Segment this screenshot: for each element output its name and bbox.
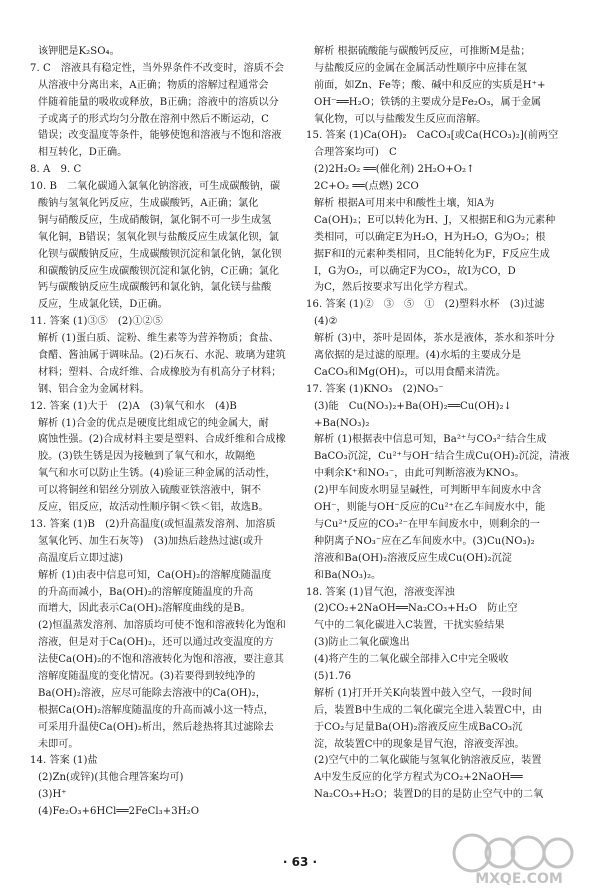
- right-column-line: 离依据的是过滤的原理。(4)水垢的主要成分是: [314, 350, 522, 362]
- right-column-line: (2)2H₂O₂ ══(催化剂) 2H₂O+O₂↑: [314, 164, 475, 176]
- right-column-line: (5)1.76: [314, 670, 352, 682]
- right-column-line: BaCO₃沉淀，Cu²⁺与OH⁻结合生成Cu(OH)₂沉淀，清液: [314, 451, 570, 463]
- right-column-line: 和Ba(NO₃)₂。: [314, 569, 382, 581]
- left-column-line: 7. C 溶液具有稳定性，当外界条件不改变时，溶质不会: [30, 62, 285, 74]
- right-column-line: 2C+O₂ ══(点燃) 2CO: [314, 181, 419, 193]
- right-column-line: +Ba(NO₃)₂: [314, 417, 370, 429]
- right-column-line: 15. 答案 (1)Ca(OH)₂ CaCO₃[或Ca(HCO₃)₂](前两空: [306, 130, 559, 142]
- right-column-line: 类相同，可以确定E为H₂O，H为H₂O，G为O₂；根: [314, 231, 546, 243]
- right-column-line: 溶液和Ba(OH)₂溶液反应生成Cu(OH)₂沉淀: [314, 552, 512, 564]
- left-column-line: 8. A 9. C: [30, 164, 82, 176]
- left-column-line: 可以将铜丝和铝丝分别放入硫酸亚铁溶液中，铜不: [38, 485, 262, 497]
- left-column-line: 胶。(3)铁生锈是因为接触到了氧气和水，故隔绝: [38, 451, 256, 463]
- right-column-line: 为C，然后按要求写出化学方程式。: [314, 282, 474, 294]
- left-column-line: 伴随着能量的吸收或释放，B正确；溶液中的溶质以分: [38, 96, 279, 108]
- right-column: [306, 44, 576, 804]
- left-column-line: 14. 答案 (1)盐: [30, 755, 98, 767]
- left-column-line: (2)Zn(或锌)(其他合理答案均可): [38, 772, 184, 784]
- left-column-line: 钢、铝合金为金属材料。: [38, 383, 150, 395]
- left-column-line: 相互转化，D正确。: [38, 147, 128, 159]
- right-column-line: (3)防止二氧化碳逸出: [314, 637, 410, 649]
- left-column-line: 溶解度随温度的变化情况。(3)若要得到较纯净的: [38, 670, 256, 682]
- left-column-line: 解析 (1)合金的优点是硬度比组成它的纯金属大，耐: [38, 417, 269, 429]
- left-column-line: 法使Ca(OH)₂的不饱和溶液转化为饱和溶液，要注意其: [38, 654, 284, 666]
- left-column-line: 氧化铜，B错误；氢氧化钡与盐酸反应生成氯化钡，氯: [38, 231, 279, 243]
- right-column-line: 种阴离子NO₃⁻应在乙车间废水中。(3)Cu(NO₃)₂: [314, 535, 535, 547]
- left-column-line: 解析 (1)由表中信息可知，Ca(OH)₂的溶解度随温度: [38, 569, 272, 581]
- watermark-logo: [444, 831, 594, 887]
- right-column-line: 解析 (1)根据表中信息可知，Ba²⁺与CO₃²⁻结合生成: [314, 434, 547, 446]
- right-column-line: (2)甲车间废水明显呈碱性，可判断甲车间废水中含: [314, 485, 542, 497]
- left-column-line: 反应，铝反应，故活动性顺序铜＜铁＜铝，故选B。: [38, 502, 269, 514]
- right-column-line: (3)能 Cu(NO₃)₂+Ba(OH)₂══Cu(OH)₂↓: [314, 400, 513, 412]
- right-column-line: 解析 根据硫酸能与碳酸钙反应，可推断M是盐；: [314, 46, 531, 57]
- left-column-line: 11. 答案 (1)③⑤ (2)①②⑤: [30, 316, 163, 328]
- right-column-line: 后，装置B中生成的二氧化碳完全进入装置C中，由: [314, 704, 543, 716]
- right-column-line: 氧化物，可以与盐酸发生反应而溶解。: [314, 113, 487, 125]
- left-column-line: 13. 答案 (1)B (2)升高温度(或恒温蒸发溶剂、加溶质: [30, 518, 276, 530]
- right-column-line: OH⁻，则能与OH⁻反应的Cu²⁺在乙车间废水中，能: [314, 502, 546, 514]
- left-column-line: 未即可。: [38, 738, 79, 750]
- left-column-line: 而增大，因此表示Ca(OH)₂溶解度曲线的是B。: [38, 603, 251, 615]
- right-column-line: 中剩余K⁺和NO₃⁻，由此可判断溶液为KNO₃。: [314, 468, 525, 480]
- left-column-line: 根据Ca(OH)₂溶解度随温度的升高而减小这一特点，: [38, 704, 274, 716]
- right-column-line: A中发生反应的化学方程式为CO₂+2NaOH══: [314, 772, 523, 784]
- left-column-line: Ba(OH)₂溶液，应尽可能除去溶液中的Ca(OH)₂，: [38, 687, 266, 699]
- left-column: [30, 44, 302, 821]
- left-column-line: 酸钠与氢氧化钙反应，生成碳酸钙，A正确；氯化: [38, 198, 259, 210]
- left-column-line: 的升高而减小，Ba(OH)₂的溶解度随温度的升高: [38, 586, 254, 598]
- right-column-line: Ca(OH)₂；E可以转化为H、J，又根据E和G为元素种: [314, 214, 556, 226]
- left-column-line: 解析 (1)蛋白质、淀粉、维生素等为营养物质；食盐、: [38, 333, 279, 345]
- left-column-line: (3)H⁺: [38, 789, 67, 801]
- right-column-line: 淀，故装置C中的现象是冒气泡，溶液变浑浊。: [314, 738, 525, 750]
- left-column-line: 化钡与碳酸钠反应，生成碳酸钡沉淀和氯化钠，氯化钡: [38, 248, 282, 260]
- left-column-line: (2)恒温蒸发溶剂、加溶质均可使不饱和溶液转化为饱和: [38, 620, 286, 632]
- left-column-line: 从溶液中分离出来，A正确；物质的溶解过程通常会: [38, 79, 269, 91]
- right-column-line: 据F和I的元素种类相同，且C能转化为F，F反应生成: [314, 248, 550, 260]
- right-column-line: 解析 (3)中，茶叶是固体，茶水是液体，茶水和茶叶分: [314, 333, 555, 345]
- right-column-line: 解析 (1)打开开关K向装置中鼓入空气，一段时间: [314, 687, 533, 699]
- left-column-line: 反应，生成氯化镁，D正确。: [38, 299, 168, 311]
- left-column-line: 10. B 二氧化碳通入氯氧化钠溶液，可生成碳酸钠，碳: [30, 181, 281, 193]
- left-column-line: 12. 答案 (1)大于 (2)A (3)氧气和水 (4)B: [30, 400, 237, 412]
- left-column-line: 该钾肥是K₂SO₄。: [38, 46, 120, 57]
- left-column-line: 可采用升温使Ca(OH)₂析出，然后趁热将其过滤除去: [38, 721, 274, 733]
- svg-text:MXQE.COM: MXQE.COM: [475, 871, 563, 887]
- left-column-line: 高温度后立即过滤): [38, 552, 124, 564]
- right-column-line: (2)空气中的二氧化碳能与氢氧化钠溶液反应，装置: [314, 755, 542, 767]
- right-column-line: 与盐酸反应的金属在金属活动性顺序中应排在氢: [314, 62, 528, 74]
- right-column-line: 与Cu²⁺反应的CO₃²⁻在甲车间废水中，则剩余的一: [314, 518, 540, 530]
- right-column-line: 于CO₂与足量Ba(OH)₂溶液反应生成BaCO₃沉: [314, 721, 523, 733]
- right-column-line: CaCO₃和Mg(OH)₂，可以用食醋来清洗。: [314, 366, 506, 378]
- right-column-line: 前面，如Zn、Fe等；酸、碱中和反应的实质是H⁺+: [314, 79, 546, 91]
- right-column-line: 17. 答案 (1)KNO₃ (2)NO₃⁻: [306, 383, 444, 395]
- right-column-line: (2)CO₂+2NaOH══Na₂CO₃+H₂O 防止空: [314, 603, 518, 615]
- right-column-line: OH⁻══H₂O；铁锈的主要成分是Fe₂O₃，属于金属: [314, 96, 542, 108]
- left-column-line: (4)Fe₂O₃+6HCl══2FeCl₃+3H₂O: [38, 806, 200, 818]
- left-column-line: 溶液，但是对于Ca(OH)₂，还可以通过改变温度的方: [38, 637, 274, 649]
- left-column-line: 食醋、酱油属于调味品。(2)石灰石、水泥、玻璃为建筑: [38, 350, 286, 362]
- right-column-line: 解析 根据A可用来中和酸性土壤，知A为: [314, 198, 495, 210]
- right-column-line: 16. 答案 (1)② ③ ⑤ ① (2)塑料水杯 (3)过滤: [306, 299, 545, 311]
- right-column-line: 合理答案均可) C: [314, 147, 397, 159]
- page-number: · 63 ·: [282, 855, 318, 869]
- left-column-line: 氧气和水可以防止生锈。(4)验证三种金属的活动性，: [38, 468, 276, 480]
- right-column-line: I，G为O₂，可以确定F为CO₂，故I为CO，D: [314, 265, 516, 277]
- left-column-line: 腐蚀性强。(2)合成材料主要是塑料、合成纤维和合成橡: [38, 434, 286, 446]
- right-column-line: Na₂CO₃+H₂O；装置D的目的是防止空气中的二氧: [314, 789, 544, 801]
- right-column-line: 气中的二氧化碳进入C装置，干扰实验结果: [314, 620, 505, 632]
- right-column-line: (4)②: [314, 316, 338, 328]
- right-column-line: (4)将产生的二氧化碳全部排入C中完全吸收: [314, 654, 509, 666]
- left-column-line: 铜与硝酸反应，生成硝酸铜，氯化铜不可一步生成氢: [38, 214, 272, 226]
- left-column-line: 子或离子的形式均匀分散在溶剂中然后不断运动，C: [38, 113, 269, 125]
- left-column-line: 材料；塑料、合成纤维、合成橡胶为有机高分子材料；: [38, 366, 282, 378]
- left-column-line: 氢氧化钙、加生石灰等) (3)加热后趁热过滤(或升: [38, 535, 264, 547]
- right-column-line: 18. 答案 (1)冒气泡，溶液变浑浊: [306, 586, 455, 598]
- left-column-line: 和碳酸钠反应生成碳酸钡沉淀和氯化钠，C正确；氯化: [38, 265, 280, 277]
- left-column-line: 错误；改变温度等条件，能够使饱和溶液与不饱和溶液: [38, 130, 282, 142]
- left-column-line: 钙与碳酸钠反应生成碳酸钙和氯化钠，氯化镁与盐酸: [38, 282, 272, 294]
